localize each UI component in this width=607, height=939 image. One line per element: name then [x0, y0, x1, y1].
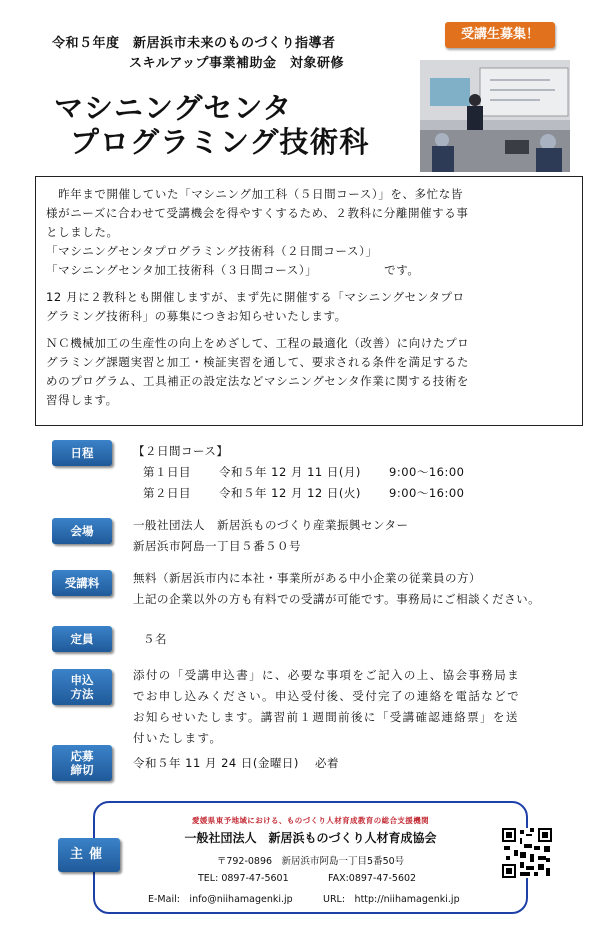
intro-para2-line: 12 月に２教科とも開催しますが、まず先に開催する「マシニングセンタプロ [46, 290, 465, 304]
schedule-badge: 日程 [52, 440, 112, 466]
capacity-value: ５名 [143, 632, 167, 646]
apply-badge [52, 669, 112, 705]
intro-para3-line: グラミング課題実習と加工・検証実習を通して、要求される条件を満足するた [46, 355, 470, 369]
intro-line: としました。 [46, 225, 119, 239]
organizer-email[interactable]: E-Mail: info@niihamagenki.jp [148, 894, 293, 905]
venue-badge: 会場 [52, 518, 112, 544]
fee-line-2: 上記の企業以外の方も有料での受講が可能です。事務局にご相談ください。 [133, 592, 541, 606]
apply-line: でお申し込みください。申込受付後、受付完了の連絡を電話などで [133, 689, 520, 703]
schedule-section [133, 441, 573, 504]
day2-date: 令和５年 12 月 12 日(火) [219, 486, 361, 500]
intro-line: 「マシニングセンタプログラミング技術科（２日間コース）」 [46, 244, 378, 258]
intro-line: 昨年まで開催していた「マシニング加工科（５日間コース）」を、多忙な皆 [46, 187, 463, 201]
fee-line-1: 無料（新居浜市内に本社・事業所がある中小企業の従業員の方） [133, 571, 481, 585]
organizer-address: 〒792-0896 新居浜市阿島一丁目5番50号 [216, 856, 405, 867]
deadline-badge-line-1: 応募 [70, 749, 94, 763]
day1-label: 第１日目 [143, 465, 191, 479]
deadline-badge [52, 745, 112, 781]
classroom-photo [420, 60, 570, 172]
apply-line: お知らせいたします。講習前１週間前後に「受講確認連絡票」を送 [133, 710, 519, 724]
schedule-course: 【２日間コース】 [133, 444, 229, 458]
fee-section [133, 568, 573, 610]
recruiting-badge: 受講生募集！ [445, 22, 555, 48]
organizer-name: 一般社団法人 新居浜ものづくり人材育成協会 [184, 831, 437, 845]
capacity-badge: 定員 [52, 626, 112, 652]
intro-para3-line: めのプログラム、工具補正の設定法などマシニングセンタ作業に関する技術を [46, 374, 470, 388]
venue-section [133, 515, 573, 557]
fee-badge: 受講料 [52, 570, 112, 596]
header-line-2: スキルアップ事業補助金 対象研修 [129, 56, 344, 71]
organizer-fax: FAX:0897-47-5602 [328, 873, 417, 884]
deadline-badge-line-2: 締切 [70, 763, 94, 777]
deadline-value: 令和５年 11 月 24 日(金曜日) 必着 [133, 756, 340, 770]
venue-line-1: 一般社団法人 新居浜ものづくり産業振興センター [133, 518, 409, 532]
organizer-url[interactable]: URL: http://niihamagenki.jp [323, 894, 460, 905]
host-badge: 主催 [58, 838, 120, 872]
title-line-2: プログラミング技術科 [70, 125, 370, 159]
apply-badge-line-1: 申込 [70, 673, 94, 687]
day1-time: 9:00～16:00 [389, 465, 465, 479]
intro-line: 「マシニングセンタ加工技術科（３日間コース）」 です。 [46, 263, 420, 277]
title-line-1: マシニングセンタ [54, 91, 293, 125]
day2-time: 9:00～16:00 [389, 486, 465, 500]
apply-line: 添付の「受講申込書」に、必要な事項をご記入の上、協会事務局ま [133, 668, 520, 682]
apply-section [133, 665, 573, 749]
intro-para2-line: グラミング技術科」の募集につきお知らせいたします。 [46, 309, 347, 323]
intro-line: 様がニーズに合わせて受講機会を得やすくするため、２教科に分離開催する事 [46, 206, 469, 220]
qr-code-icon [502, 828, 552, 878]
header-line-1: 令和５年度 新居浜市未来のものづくり指導者 [52, 36, 336, 51]
day1-date: 令和５年 12 月 11 日(月) [219, 465, 361, 479]
intro-para3-line: ＮＣ機械加工の生産性の向上をめざして、工程の最適化（改善）に向けたプロ [46, 336, 470, 350]
apply-badge-line-2: 方法 [70, 687, 94, 701]
day2-label: 第２日目 [143, 486, 191, 500]
organizer-tagline: 愛媛県東予地域における、ものづくり人材育成教育の総合支援機関 [192, 816, 429, 825]
intro-box [35, 176, 583, 426]
venue-line-2: 新居浜市阿島一丁目５番５０号 [133, 539, 301, 553]
intro-para3-line: 習得します。 [46, 393, 118, 407]
schedule-day-2 [133, 483, 573, 504]
schedule-day-1 [133, 462, 573, 483]
organizer-tel: TEL: 0897-47-5601 [198, 873, 289, 884]
organizer-box [93, 801, 528, 914]
apply-line: 付いたします。 [133, 731, 223, 745]
